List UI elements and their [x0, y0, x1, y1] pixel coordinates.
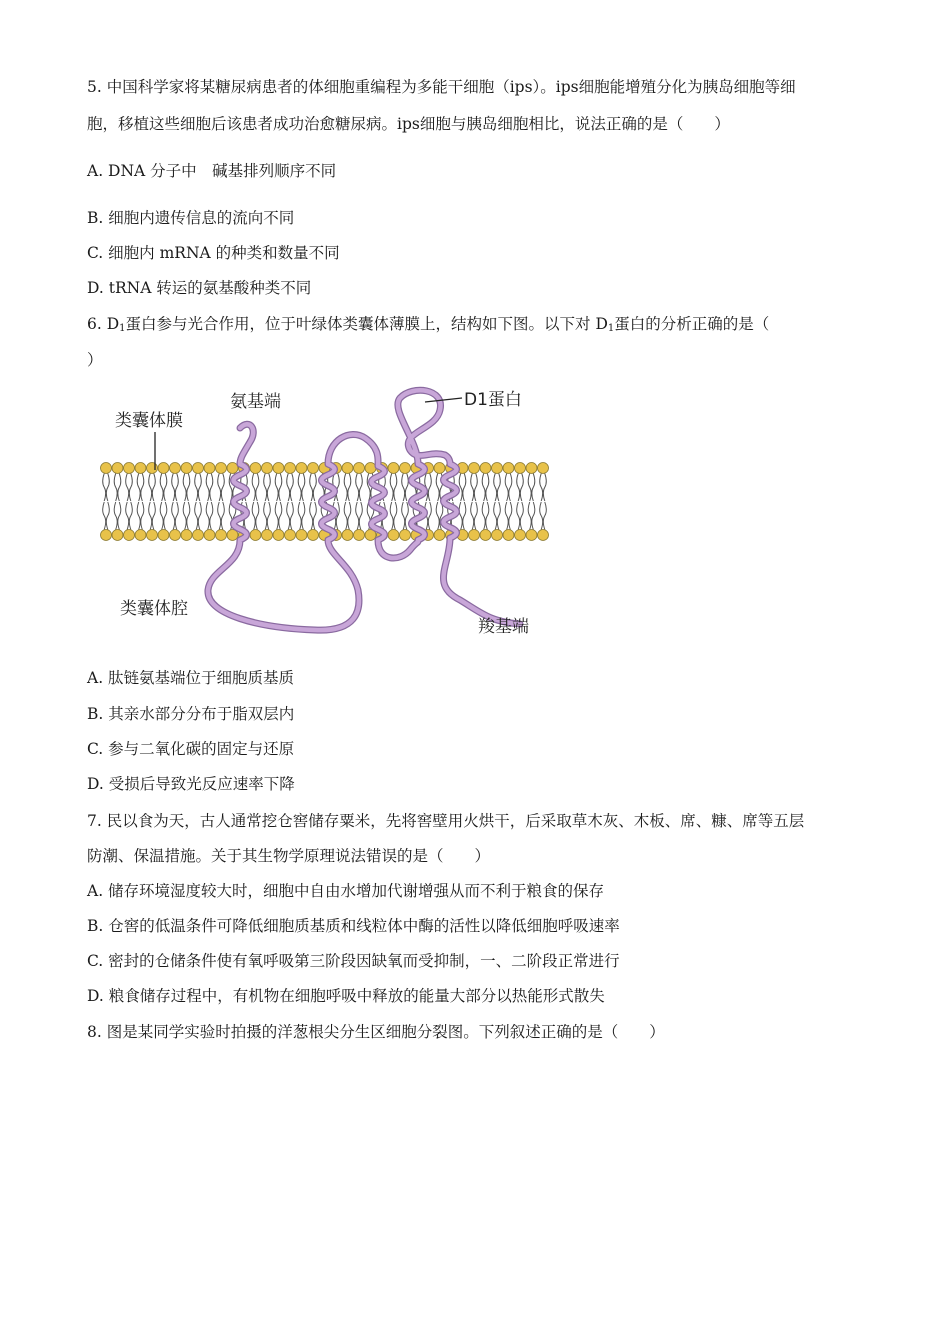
lipid-head	[400, 463, 411, 474]
lipid-tail	[459, 502, 462, 530]
lipid-head	[308, 463, 319, 474]
lipid-tail	[175, 474, 178, 502]
lipid-head	[158, 530, 169, 541]
lipid-head	[216, 463, 227, 474]
lipid-tail	[210, 502, 213, 530]
lipid-head	[147, 463, 158, 474]
lipid-head	[503, 530, 514, 541]
lipid-tail	[494, 474, 497, 502]
lipid-tail	[275, 502, 278, 530]
lipid-head	[193, 463, 204, 474]
lipid-tail	[390, 502, 393, 530]
lipid-head	[526, 530, 537, 541]
q6-stem-pre: 6. D	[87, 315, 120, 333]
lipid-tail	[279, 474, 282, 502]
lipid-tail	[267, 474, 270, 502]
lipid-tail	[118, 502, 121, 530]
lipid-head	[124, 530, 135, 541]
lipid-tail	[428, 474, 431, 502]
lipid-tail	[210, 474, 213, 502]
lipid-tail	[302, 502, 305, 530]
lipid-tail	[106, 502, 109, 530]
lipid-tail	[517, 474, 520, 502]
lipid-tail	[198, 502, 201, 530]
lipid-tail	[543, 502, 546, 530]
lipid-tail	[195, 474, 198, 502]
lipid-head	[354, 530, 365, 541]
lipid-tail	[279, 502, 282, 530]
lipid-tail	[348, 474, 351, 502]
lipid-tail	[206, 474, 209, 502]
lipid-head	[538, 530, 549, 541]
lipid-tail	[474, 502, 477, 530]
lipid-tail	[149, 502, 152, 530]
lipid-tail	[390, 474, 393, 502]
label-d1-protein: D1蛋白	[464, 390, 522, 410]
lipid-tail	[436, 502, 439, 530]
lipid-head	[480, 530, 491, 541]
lipid-head	[342, 530, 353, 541]
lipid-tail	[160, 502, 163, 530]
lipid-tail	[402, 474, 405, 502]
q7-stem-line2: 防潮、保温措施。关于其生物学原理说法错误的是（ ）	[87, 847, 491, 865]
lipid-tail	[463, 474, 466, 502]
lipid-head	[526, 463, 537, 474]
lipid-tail	[520, 474, 523, 502]
q7-option-b: B. 仓窖的低温条件可降低细胞质基质和线粒体中酶的活性以降低细胞呼吸速率	[87, 917, 620, 935]
label-thylakoid-lumen: 类囊体腔	[120, 599, 188, 619]
q5-stem-line2: 胞，移植这些细胞后该患者成功治愈糖尿病。ips细胞与胰岛细胞相比，说法正确的是（ ）	[87, 115, 730, 133]
q6-stem-sub1: 1	[119, 323, 126, 334]
lipid-head	[285, 463, 296, 474]
lipid-tail	[356, 502, 359, 530]
lipid-tail	[252, 474, 255, 502]
lipid-tail	[141, 502, 144, 530]
lipid-tail	[164, 474, 167, 502]
lipid-head	[273, 463, 284, 474]
q7-option-c: C. 密封的仓储条件使有氧呼吸第三阶段因缺氧而受抑制，一、二阶段正常进行	[87, 952, 620, 970]
lipid-tail	[497, 502, 500, 530]
q6-stem-sub2: 1	[607, 323, 615, 334]
q5-option-a: A. DNA 分子中 碱基排列顺序不同	[87, 162, 337, 180]
q6-option-d: D. 受损后导致光反应速率下降	[87, 775, 295, 793]
lipid-head	[515, 463, 526, 474]
lipid-head	[204, 530, 215, 541]
q6-stem-line1	[87, 314, 769, 339]
lipid-tail	[348, 502, 351, 530]
lipid-tail	[221, 474, 224, 502]
lipid-head	[135, 530, 146, 541]
lipid-tail	[221, 502, 224, 530]
lipid-tail	[137, 502, 140, 530]
q6-option-b: B. 其亲水部分分布于脂双层内	[87, 705, 295, 723]
q6-stem-post: 蛋白的分析正确的是（	[614, 315, 770, 333]
lipid-head	[170, 530, 181, 541]
lipid-tail	[310, 502, 313, 530]
lipid-head	[101, 463, 112, 474]
d1-protein-chain	[208, 390, 520, 630]
label-amino-terminus: 氨基端	[230, 392, 281, 412]
lipid-head	[365, 463, 376, 474]
lipid-head	[538, 463, 549, 474]
lipid-tail	[394, 502, 397, 530]
lipid-tail	[402, 502, 405, 530]
lipid-tail	[172, 474, 175, 502]
q7-option-a: A. 储存环境湿度较大时，细胞中自由水增加代谢增强从而不利于粮食的保存	[87, 882, 605, 900]
lipid-tail	[290, 502, 293, 530]
lipid-head	[216, 530, 227, 541]
lipid-tail	[359, 474, 362, 502]
lipid-tail	[275, 474, 278, 502]
lipid-tail	[103, 502, 106, 530]
lipid-tail	[505, 502, 508, 530]
lipid-tail	[114, 474, 117, 502]
q8-stem: 8. 图是某同学实验时拍摄的洋葱根尖分生区细胞分裂图。下列叙述正确的是（ ）	[87, 1023, 665, 1041]
lipid-tail	[218, 502, 221, 530]
lipid-head	[388, 463, 399, 474]
lipid-tail	[160, 474, 163, 502]
q5-option-b: B. 细胞内遗传信息的流向不同	[87, 209, 295, 227]
q5-option-c: C. 细胞内 mRNA 的种类和数量不同	[87, 244, 340, 262]
lipid-head	[262, 530, 273, 541]
lipid-tail	[509, 502, 512, 530]
lipid-tail	[497, 474, 500, 502]
lipid-head	[400, 530, 411, 541]
lipid-tail	[183, 502, 186, 530]
lipid-tail	[187, 502, 190, 530]
lipid-tail	[252, 502, 255, 530]
lipid-head	[262, 463, 273, 474]
lipid-tail	[474, 474, 477, 502]
lipid-head	[193, 530, 204, 541]
lipid-tail	[543, 474, 546, 502]
lipid-tail	[528, 502, 531, 530]
q7-stem-line1: 7. 民以食为天，古人通常挖仓窖储存粟米，先将窖壁用火烘干，后采取草木灰、木板、席、糠、席等五层	[87, 812, 805, 830]
lipid-tail	[141, 474, 144, 502]
lipid-tail	[218, 474, 221, 502]
lipid-tail	[459, 474, 462, 502]
lipid-tail	[436, 474, 439, 502]
lipid-head	[101, 530, 112, 541]
lipid-tail	[183, 474, 186, 502]
lipid-head	[515, 530, 526, 541]
lipid-tail	[486, 502, 489, 530]
lipid-tail	[302, 474, 305, 502]
lipid-tail	[313, 474, 316, 502]
lipid-tail	[264, 502, 267, 530]
d1-protein-diagram	[100, 380, 560, 650]
lipid-tail	[336, 474, 339, 502]
q6-option-a: A. 肽链氨基端位于细胞质基质	[87, 669, 295, 687]
lipid-tail	[290, 474, 293, 502]
q6-stem-mid: 蛋白参与光合作用，位于叶绿体类囊体薄膜上，结构如下图。以下对 D	[125, 315, 608, 333]
lipid-tail	[298, 474, 301, 502]
lipid-head	[273, 530, 284, 541]
lipid-head	[354, 463, 365, 474]
lipid-head	[170, 463, 181, 474]
lipid-tail	[264, 474, 267, 502]
lipid-tail	[520, 502, 523, 530]
lipid-head	[480, 463, 491, 474]
lipid-head	[112, 463, 123, 474]
lipid-head	[434, 530, 445, 541]
lipid-tail	[172, 502, 175, 530]
lipid-tail	[344, 474, 347, 502]
lipid-tail	[152, 502, 155, 530]
lipid-head	[227, 463, 238, 474]
lipid-head	[181, 463, 192, 474]
lipid-head	[158, 463, 169, 474]
lipid-tail	[114, 502, 117, 530]
lipid-head	[296, 463, 307, 474]
lipid-tail	[129, 474, 132, 502]
lipid-head	[342, 463, 353, 474]
lipid-head	[112, 530, 123, 541]
lipid-head	[250, 530, 261, 541]
lipid-head	[181, 530, 192, 541]
lipid-tail	[287, 474, 290, 502]
lipid-head	[285, 530, 296, 541]
lipid-tail	[126, 502, 129, 530]
lipid-tail	[463, 502, 466, 530]
lipid-head	[492, 463, 503, 474]
lipid-head	[503, 463, 514, 474]
q6-option-c: C. 参与二氧化碳的固定与还原	[87, 740, 295, 758]
lipid-tail	[394, 474, 397, 502]
q7-option-d: D. 粮食储存过程中，有机物在细胞呼吸中释放的能量大部分以热能形式散失	[87, 987, 605, 1005]
q5-option-d: D. tRNA 转运的氨基酸种类不同	[87, 279, 312, 297]
lipid-tail	[405, 502, 408, 530]
lipid-head	[147, 530, 158, 541]
label-thylakoid-membrane: 类囊体膜	[115, 411, 183, 431]
lipid-tail	[471, 502, 474, 530]
lipid-tail	[505, 474, 508, 502]
lipid-tail	[106, 474, 109, 502]
lipid-tail	[517, 502, 520, 530]
lipid-tail	[482, 502, 485, 530]
lipid-head	[308, 530, 319, 541]
lipid-tail	[298, 502, 301, 530]
lipid-tail	[471, 474, 474, 502]
lipid-tail	[267, 502, 270, 530]
lipid-tail	[187, 474, 190, 502]
lipid-tail	[310, 474, 313, 502]
lipid-head	[135, 463, 146, 474]
lipid-tail	[287, 502, 290, 530]
lipid-tail	[405, 474, 408, 502]
q6-stem-line2: ）	[87, 351, 103, 369]
lipid-tail	[206, 502, 209, 530]
lipid-tail	[152, 474, 155, 502]
lipid-tail	[356, 474, 359, 502]
lipid-head	[469, 463, 480, 474]
lipid-head	[204, 463, 215, 474]
lipid-tail	[164, 502, 167, 530]
lipid-head	[469, 530, 480, 541]
lipid-tail	[367, 474, 370, 502]
lipid-tail	[486, 474, 489, 502]
lipid-tail	[532, 502, 535, 530]
q5-stem-line1: 5. 中国科学家将某糖尿病患者的体细胞重编程为多能干细胞（ips）。ips细胞能增殖分化为胰岛细胞等细	[87, 78, 796, 96]
lipid-tail	[256, 474, 259, 502]
lipid-tail	[175, 502, 178, 530]
lipid-tail	[540, 474, 543, 502]
lipid-tail	[428, 502, 431, 530]
lipid-tail	[540, 502, 543, 530]
lipid-head	[492, 530, 503, 541]
lipid-tail	[359, 502, 362, 530]
lipid-tail	[129, 502, 132, 530]
lipid-head	[434, 463, 445, 474]
lipid-head	[250, 463, 261, 474]
lipid-tail	[195, 502, 198, 530]
lipid-tail	[509, 474, 512, 502]
label-carboxyl-terminus: 羧基端	[478, 617, 529, 637]
lipid-head	[388, 530, 399, 541]
lipid-tail	[103, 474, 106, 502]
lipid-tail	[494, 502, 497, 530]
lipid-tail	[344, 502, 347, 530]
lipid-head	[124, 463, 135, 474]
lipid-tail	[149, 474, 152, 502]
lipid-tail	[118, 474, 121, 502]
lipid-tail	[126, 474, 129, 502]
lipid-tail	[313, 502, 316, 530]
lipid-tail	[256, 502, 259, 530]
lipid-tail	[482, 474, 485, 502]
lipid-head	[296, 530, 307, 541]
lipid-tail	[532, 474, 535, 502]
lipid-tail	[528, 474, 531, 502]
lipid-tail	[198, 474, 201, 502]
lipid-tail	[137, 474, 140, 502]
